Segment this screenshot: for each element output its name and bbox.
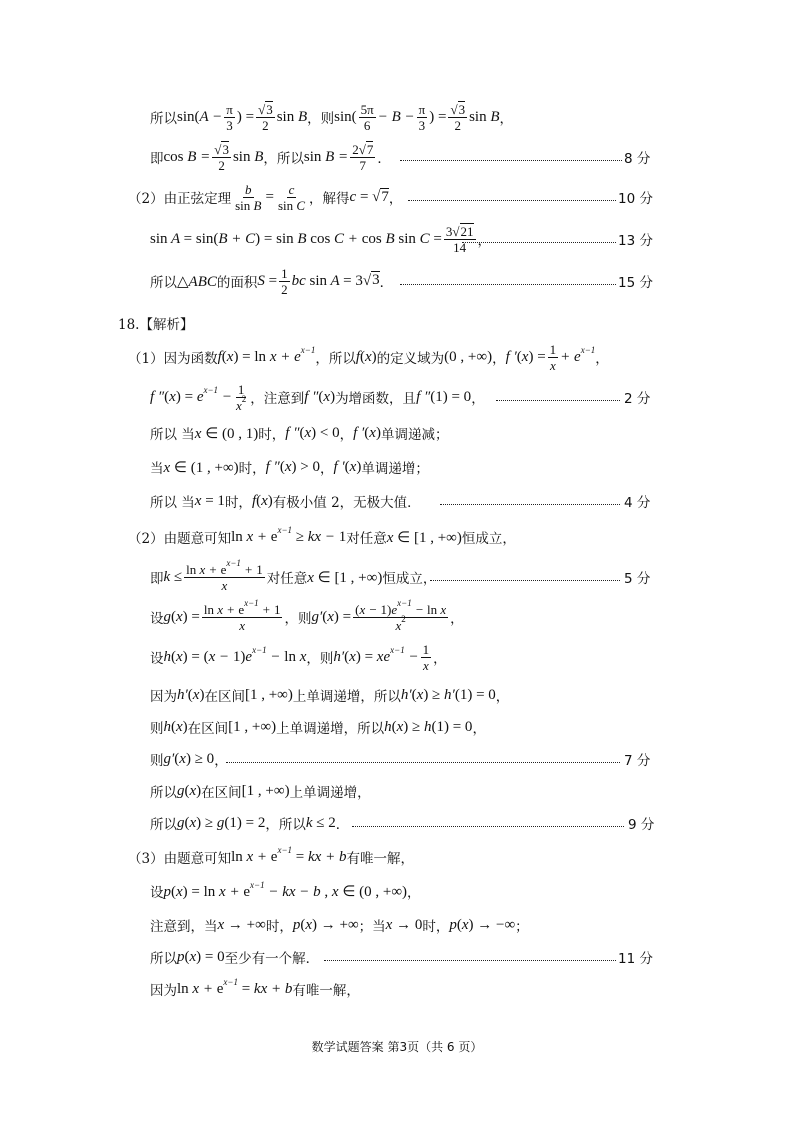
text: 设 xyxy=(150,885,164,901)
text: ， xyxy=(595,351,609,367)
text: （2）由正弦定理 xyxy=(128,191,232,207)
formula: g′(x) = $\frac{(x - 1)e^{x-1} - \ln x}{x^2}$ xyxy=(311,597,447,633)
text: ，则 xyxy=(284,611,312,627)
formula: cos B = $\frac{√3}{2}$ sin B xyxy=(163,141,264,173)
text: ． xyxy=(379,275,394,291)
formula: p(x) = 0 xyxy=(177,948,225,965)
score: 7 分 xyxy=(624,753,651,769)
formula: sin( $\frac{5\pi}{6}$ − B − $\frac{\pi}{3}$ ) = $\frac{√3}{2}$ sin B xyxy=(334,101,500,133)
text: （2）由题意可知 xyxy=(128,531,232,547)
text: 至少有一个解． xyxy=(224,951,320,967)
text: ； xyxy=(515,919,529,935)
dot-leader xyxy=(408,180,616,214)
text: 当 xyxy=(150,461,164,477)
question-number: 18.【解析】 xyxy=(118,317,194,333)
formula: g(x) xyxy=(177,782,202,799)
text: ， xyxy=(477,233,491,249)
formula: x ∈ (1 , +∞) xyxy=(163,459,239,476)
score: 4 分 xyxy=(624,495,651,511)
formula: f(x) xyxy=(355,348,377,365)
dot-leader xyxy=(324,940,616,974)
dot-leader xyxy=(400,140,622,174)
text: ，所以 xyxy=(315,351,356,367)
solution-line xyxy=(0,180,794,214)
text: ． xyxy=(377,151,391,167)
formula: k ≤ $\frac{\ln x + e^{x-1} + 1}{x}$ xyxy=(163,557,263,593)
solution-line xyxy=(0,742,794,776)
formula: x = 1 xyxy=(194,492,225,509)
text: 即 xyxy=(150,151,164,167)
dot-leader xyxy=(440,484,620,518)
text: ， xyxy=(319,461,334,477)
text: ，则 xyxy=(307,111,335,127)
page-footer: 数学试题答案 第3页（共 6 页） xyxy=(311,1040,483,1054)
dot-leader xyxy=(226,742,620,776)
solution-line xyxy=(0,380,794,414)
text: 则 xyxy=(150,753,164,769)
formula: $h'(x) = xe^{x-1}$ − $\frac{1}{x}$ xyxy=(333,641,430,673)
formula: $p(x) = \ln x + e^{x-1}$ − kx − b , x ∈ (0 , +∞) xyxy=(163,879,408,900)
formula: c = √7 xyxy=(349,188,389,205)
text: 所以 xyxy=(150,951,177,967)
solution-line xyxy=(0,678,794,712)
formula: x ∈ [1 , +∞) xyxy=(307,569,383,586)
text: 恒成立， xyxy=(461,531,516,547)
formula: p(x) → −∞ xyxy=(449,916,516,933)
question-heading xyxy=(0,306,794,340)
formula: f ″(x) > 0 xyxy=(265,458,320,475)
formula: $\ln x + e^{x-1}$ = kx + b xyxy=(177,976,293,997)
text: （1）因为函数 xyxy=(128,351,218,367)
text: 在区间 xyxy=(201,785,242,801)
solution-line xyxy=(0,710,794,744)
dot-leader xyxy=(352,806,624,840)
solution-line xyxy=(0,100,794,134)
formula: $\ln x + e^{x-1}$ = kx + b xyxy=(231,844,347,865)
formula: f ″(1) = 0 xyxy=(416,388,472,405)
text: ，注意到 xyxy=(250,391,305,407)
text: ，所以 xyxy=(265,817,306,833)
formula: sin(A − $\frac{\pi}{3}$ ) = $\frac{√3}{2}$ sin B xyxy=(177,101,308,133)
solution-line xyxy=(0,908,794,942)
text: 有极小值 2，无极大值． xyxy=(272,495,421,511)
text: 单调递减； xyxy=(380,427,449,443)
score: 11 分 xyxy=(618,951,653,967)
text: 时， xyxy=(238,461,266,477)
text: 的定义域为 xyxy=(376,351,445,367)
score: 5 分 xyxy=(624,571,651,587)
text: ， xyxy=(492,351,506,367)
formula: h(x) ≥ h(1) = 0 xyxy=(384,718,473,735)
formula: (0 , +∞) xyxy=(444,348,493,365)
text: 恒成立， xyxy=(382,571,437,587)
formula: f ″(x) < 0 xyxy=(285,424,340,441)
formula: h′(x) ≥ h′(1) = 0 xyxy=(400,686,496,703)
score: 13 分 xyxy=(618,233,653,249)
formula: f ′(x) xyxy=(333,458,362,475)
text: 则 xyxy=(150,721,164,737)
solution-line xyxy=(0,340,794,374)
text: 因为 xyxy=(150,689,177,705)
text: 时， xyxy=(224,495,252,511)
text: 在区间 xyxy=(204,689,245,705)
text: ， xyxy=(433,651,447,667)
text: 上单调递增，所以 xyxy=(292,689,401,705)
solution-line xyxy=(0,806,794,840)
solution-line xyxy=(0,640,794,674)
text: 所以 xyxy=(150,111,177,127)
text: 所以 当 xyxy=(150,495,195,511)
formula: f $''(x) = e^{x-1}$ − $\frac{1}{x^2}$ xyxy=(150,381,247,413)
formula: sin A = sin(B + C) = sin B cos C + cos B sin C = $\frac{3√21}{14}$ xyxy=(150,223,474,255)
text: 所以 当 xyxy=(150,427,195,443)
dot-leader xyxy=(430,560,620,594)
text: 上单调递增，所以 xyxy=(276,721,385,737)
formula: f ″(x) xyxy=(304,388,336,405)
text: ， xyxy=(472,721,486,737)
formula: k ≤ 2 xyxy=(305,814,336,831)
text: ，解得 xyxy=(309,191,350,207)
text: ，则 xyxy=(306,651,334,667)
text: ， xyxy=(495,689,510,705)
formula: $\ln x + e^{x-1}$ ≥ kx − 1 xyxy=(231,524,347,545)
solution-line xyxy=(0,557,794,594)
solution-line xyxy=(0,264,794,298)
solution-line xyxy=(0,450,794,484)
formula: [1 , +∞) xyxy=(244,686,293,703)
score: 2 分 xyxy=(624,391,651,407)
formula: $h(x) = (x - 1)e^{x-1} - \ln x$ xyxy=(163,644,307,665)
text: 所以 xyxy=(150,785,177,801)
formula: sin B = $\frac{2√7}{7}$ xyxy=(303,141,374,173)
score: 9 分 xyxy=(628,817,655,833)
solution-line xyxy=(0,222,794,256)
solution-line xyxy=(0,940,794,974)
text: 所以 xyxy=(150,817,177,833)
text: （3）由题意可知 xyxy=(128,851,232,867)
text: 因为 xyxy=(150,983,177,999)
dot-leader xyxy=(496,380,620,414)
solution-line xyxy=(0,520,794,554)
text: ， xyxy=(407,885,421,901)
text: 的面积 xyxy=(216,275,258,291)
formula: f ′(x) xyxy=(353,424,381,441)
formula: x → 0 xyxy=(385,916,423,933)
text: 时， xyxy=(265,919,293,935)
formula: g(x) = $\frac{\ln x + e^{x-1} + 1}{x}$ xyxy=(163,597,281,633)
text: ， xyxy=(450,611,464,627)
text: ， xyxy=(339,427,354,443)
text: ，所以 xyxy=(263,151,304,167)
text: 设 xyxy=(150,611,164,627)
text: 为增函数，且 xyxy=(335,391,417,407)
formula: p(x) → +∞ xyxy=(292,916,359,933)
text: 单调递增； xyxy=(361,461,429,477)
text: ． xyxy=(335,817,350,833)
text: ， xyxy=(499,111,514,127)
formula: f ′(x) = $\frac{1}{x}$ + $e^{x-1}$ xyxy=(505,341,596,373)
text: 设 xyxy=(150,651,164,667)
solution-line xyxy=(0,416,794,450)
text: 有唯一解， xyxy=(292,983,360,999)
solution-line xyxy=(0,774,794,808)
formula: △ABC xyxy=(177,273,217,290)
text: 时， xyxy=(422,919,450,935)
solution-line xyxy=(0,140,794,174)
text: 时， xyxy=(258,427,286,443)
formula: g(x) ≥ g(1) = 2 xyxy=(177,814,266,831)
score: 15 分 xyxy=(618,275,653,291)
formula: f(x) xyxy=(251,492,273,509)
formula: $f(x) = \ln x + e^{x-1}$ xyxy=(217,344,316,365)
text: 所以 xyxy=(150,275,177,291)
score: 8 分 xyxy=(624,151,651,167)
text: 注意到，当 xyxy=(150,919,218,935)
text: ；当 xyxy=(358,919,386,935)
formula: [1 , +∞) xyxy=(241,782,290,799)
formula: S = $\frac{1}{2}$ bc sin A = 3√3 xyxy=(257,265,380,297)
solution-line xyxy=(0,484,794,518)
formula: $\frac{b}{\text{sin B}}$ = $\frac{c}{\text{sin C}}$ xyxy=(235,181,306,213)
formula: [1 , +∞) xyxy=(228,718,277,735)
text: 有唯一解， xyxy=(346,851,414,867)
formula: g′(x) ≥ 0 xyxy=(163,750,215,767)
formula: x ∈ (0 , 1) xyxy=(194,425,259,442)
dot-leader xyxy=(400,264,616,298)
formula: x ∈ [1 , +∞) xyxy=(386,529,462,546)
score: 10 分 xyxy=(618,191,653,207)
text: 在区间 xyxy=(187,721,229,737)
dot-leader xyxy=(462,222,616,256)
text: ， xyxy=(214,753,228,769)
text: 即 xyxy=(150,571,164,587)
formula: h′(x) xyxy=(177,686,205,703)
solution-line xyxy=(0,840,794,874)
solution-line xyxy=(0,972,794,1006)
formula: h(x) xyxy=(163,718,188,735)
text: 对任意 xyxy=(346,531,387,547)
text: 对任意 xyxy=(266,571,308,587)
solution-line xyxy=(0,874,794,908)
solution-line xyxy=(0,597,794,634)
text: ， xyxy=(471,391,485,407)
text: 上单调递增， xyxy=(289,785,371,801)
formula: x → +∞ xyxy=(217,916,266,933)
text: ， xyxy=(388,191,403,207)
